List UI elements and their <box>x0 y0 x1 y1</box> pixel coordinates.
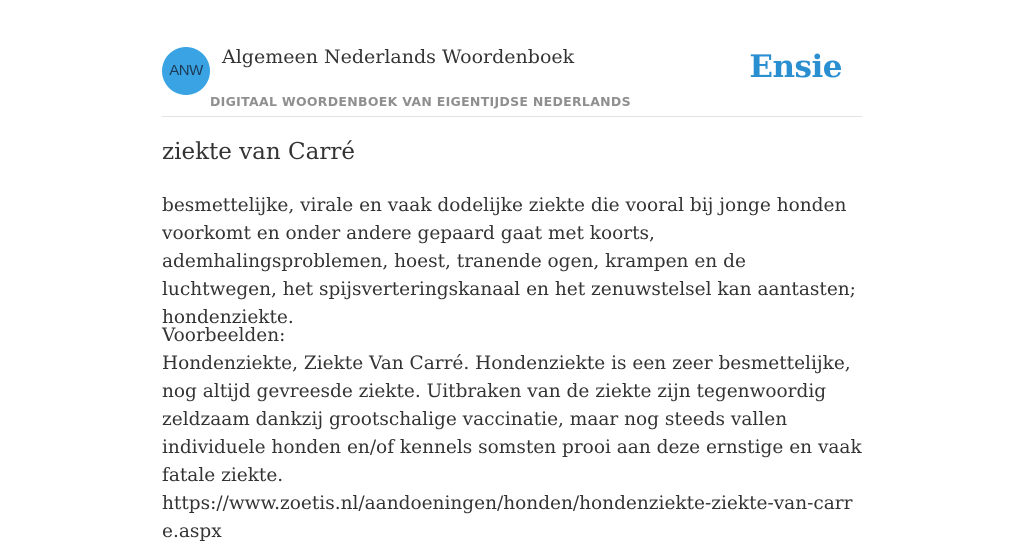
examples-text: Hondenziekte, Ziekte Van Carré. Hondenziekte is een zeer besmettelijke, nog altijd gevreesde ziekte. Uitbraken van de ziekte zijn tegenwoordig zeldzaam dankzij grootschalige vaccinatie, maar nog steeds vallen individuele honden en/of kennels somsten prooi aan deze ernstige en vaak fatale ziekte. <box>162 353 862 486</box>
site-subtitle: DIGITAAL WOORDENBOEK VAN EIGENTIJDSE NEDERLANDS <box>210 94 631 109</box>
examples-heading: Voorbeelden: <box>162 325 286 346</box>
examples-source-link[interactable]: https://www.zoetis.nl/aandoeningen/honden/hondenziekte-ziekte-van-carre.aspx <box>162 493 853 542</box>
examples-section <box>162 322 862 546</box>
site-title[interactable]: Algemeen Nederlands Woordenboek <box>222 46 575 68</box>
entry-term: ziekte van Carré <box>162 139 355 165</box>
anw-logo[interactable]: ANW <box>162 47 210 95</box>
site-header <box>162 0 862 117</box>
content-container <box>162 0 862 542</box>
ensie-brand-link[interactable]: Ensie <box>749 49 842 85</box>
entry-definition: besmettelijke, virale en vaak dodelijke ziekte die vooral bij jonge honden voorkomt en onder andere gepaard gaat met koorts, ademhalingsproblemen, hoest, tranende ogen, krampen en de luchtwegen, het spijsverteringskanaal en het zenuwstelsel kan aantasten; hondenziekte. <box>162 195 856 328</box>
